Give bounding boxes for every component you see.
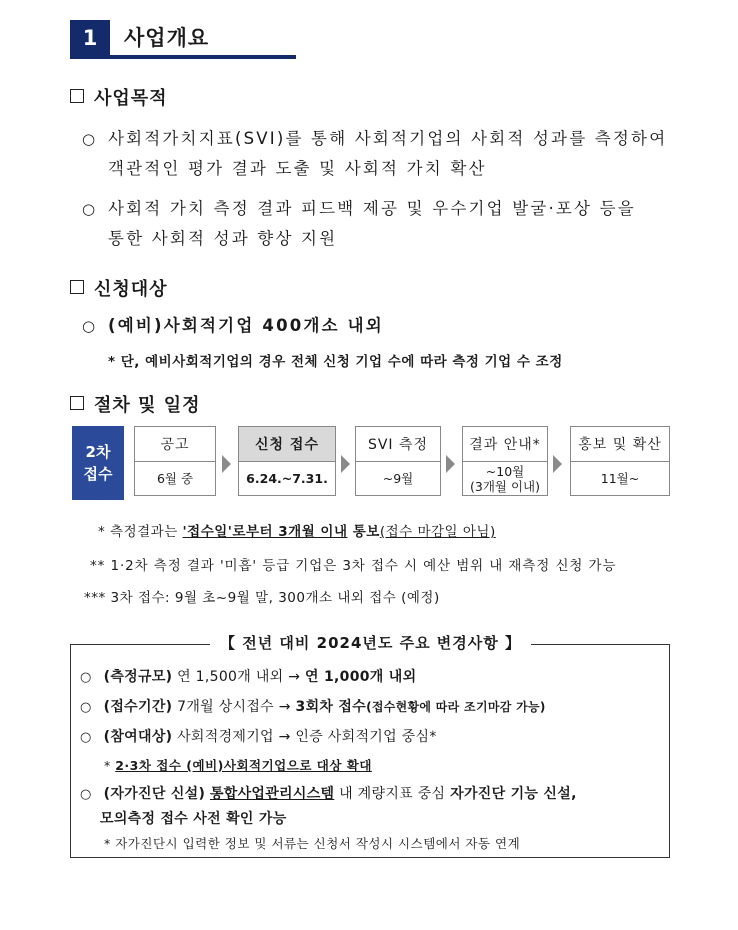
arrow-right-icon [553, 455, 562, 473]
target-note: * 단, 예비사회적기업의 경우 전체 신청 기업 수에 따라 측정 기업 수 조정 [108, 354, 563, 370]
purpose-bullet-2: ○ 사회적 가치 측정 결과 피드백 제공 및 우수기업 발굴·포상 등을 통한 사회적 성과 향상 지원 [82, 194, 682, 254]
circle-bullet-icon: ○ [82, 317, 98, 335]
circle-bullet-icon: ○ [80, 787, 92, 802]
section-target-title: 신청대상 [70, 275, 168, 301]
purpose-bullet-1: ○ 사회적가치지표(SVI)를 통해 사회적기업의 사회적 성과를 측정하여 객관적인 평가 결과 도출 및 사회적 가치 확산 [82, 124, 682, 184]
change-row-self-diagnosis: ○ (자가진단 신설) 통합사업관리시스템 내 계량지표 중심 자가진단 기능 신설, 모의측정 접수 사전 확인 가능 [80, 786, 577, 827]
arrow-right-icon [446, 455, 455, 473]
procedure-note-3: *** 3차 접수: 9월 초~9월 말, 300개소 내외 접수 (예정) [84, 590, 440, 606]
change-row-scale: ○ (측정규모) 연 1,500개 내외 → 연 1,000개 내외 [80, 669, 417, 685]
checkbox-square-icon [70, 280, 84, 294]
step-svi-measurement: SVI 측정 ~9월 [355, 426, 441, 496]
circle-bullet-icon: ○ [80, 700, 92, 715]
circle-bullet-icon: ○ [82, 130, 98, 148]
checkbox-square-icon [70, 396, 84, 410]
section-procedure-title: 절차 및 일정 [70, 391, 200, 417]
procedure-note-1: * 측정결과는 '접수일'로부터 3개월 이내 통보(접수 마감일 아님) [98, 524, 496, 540]
arrow-right-icon [341, 455, 350, 473]
step-announcement: 공고 6월 중 [134, 426, 216, 496]
change-row-participants: ○ (참여대상) 사회적경제기업 → 인증 사회적기업 중심* [80, 729, 437, 745]
self-diagnosis-note: * 자가진단시 입력한 정보 및 서류는 신청서 작성시 시스템에서 자동 연계 [104, 836, 521, 851]
checkbox-square-icon [70, 89, 84, 103]
section-number: 1 [70, 20, 110, 56]
changes-title: 【 전년 대비 2024년도 주요 변경사항 】 [210, 632, 531, 653]
section-purpose-title: 사업목적 [70, 84, 168, 110]
participants-note: * 2·3차 접수 (예비)사회적기업으로 대상 확대 [104, 758, 372, 773]
circle-bullet-icon: ○ [80, 670, 92, 685]
round-badge: 2차 접수 [72, 426, 124, 500]
target-bullet: ○ (예비)사회적기업 400개소 내외 [82, 311, 384, 341]
circle-bullet-icon: ○ [82, 200, 98, 218]
circle-bullet-icon: ○ [80, 730, 92, 745]
step-application: 신청 접수 6.24.~7.31. [238, 426, 336, 496]
procedure-note-2: ** 1·2차 측정 결과 '미흡' 등급 기업은 3차 접수 시 예산 범위 내 재측정 신청 가능 [90, 558, 617, 574]
change-row-period: ○ (접수기간) 7개월 상시접수 → 3회차 접수(접수현황에 따라 조기마감 가능) [80, 699, 546, 715]
page-title: 사업개요 [124, 26, 210, 50]
arrow-right-icon [222, 455, 231, 473]
title-underline [70, 55, 296, 59]
step-promotion: 홍보 및 확산 11월~ [570, 426, 670, 496]
step-result-notice: 결과 안내* ~10월 (3개월 이내) [462, 426, 548, 496]
